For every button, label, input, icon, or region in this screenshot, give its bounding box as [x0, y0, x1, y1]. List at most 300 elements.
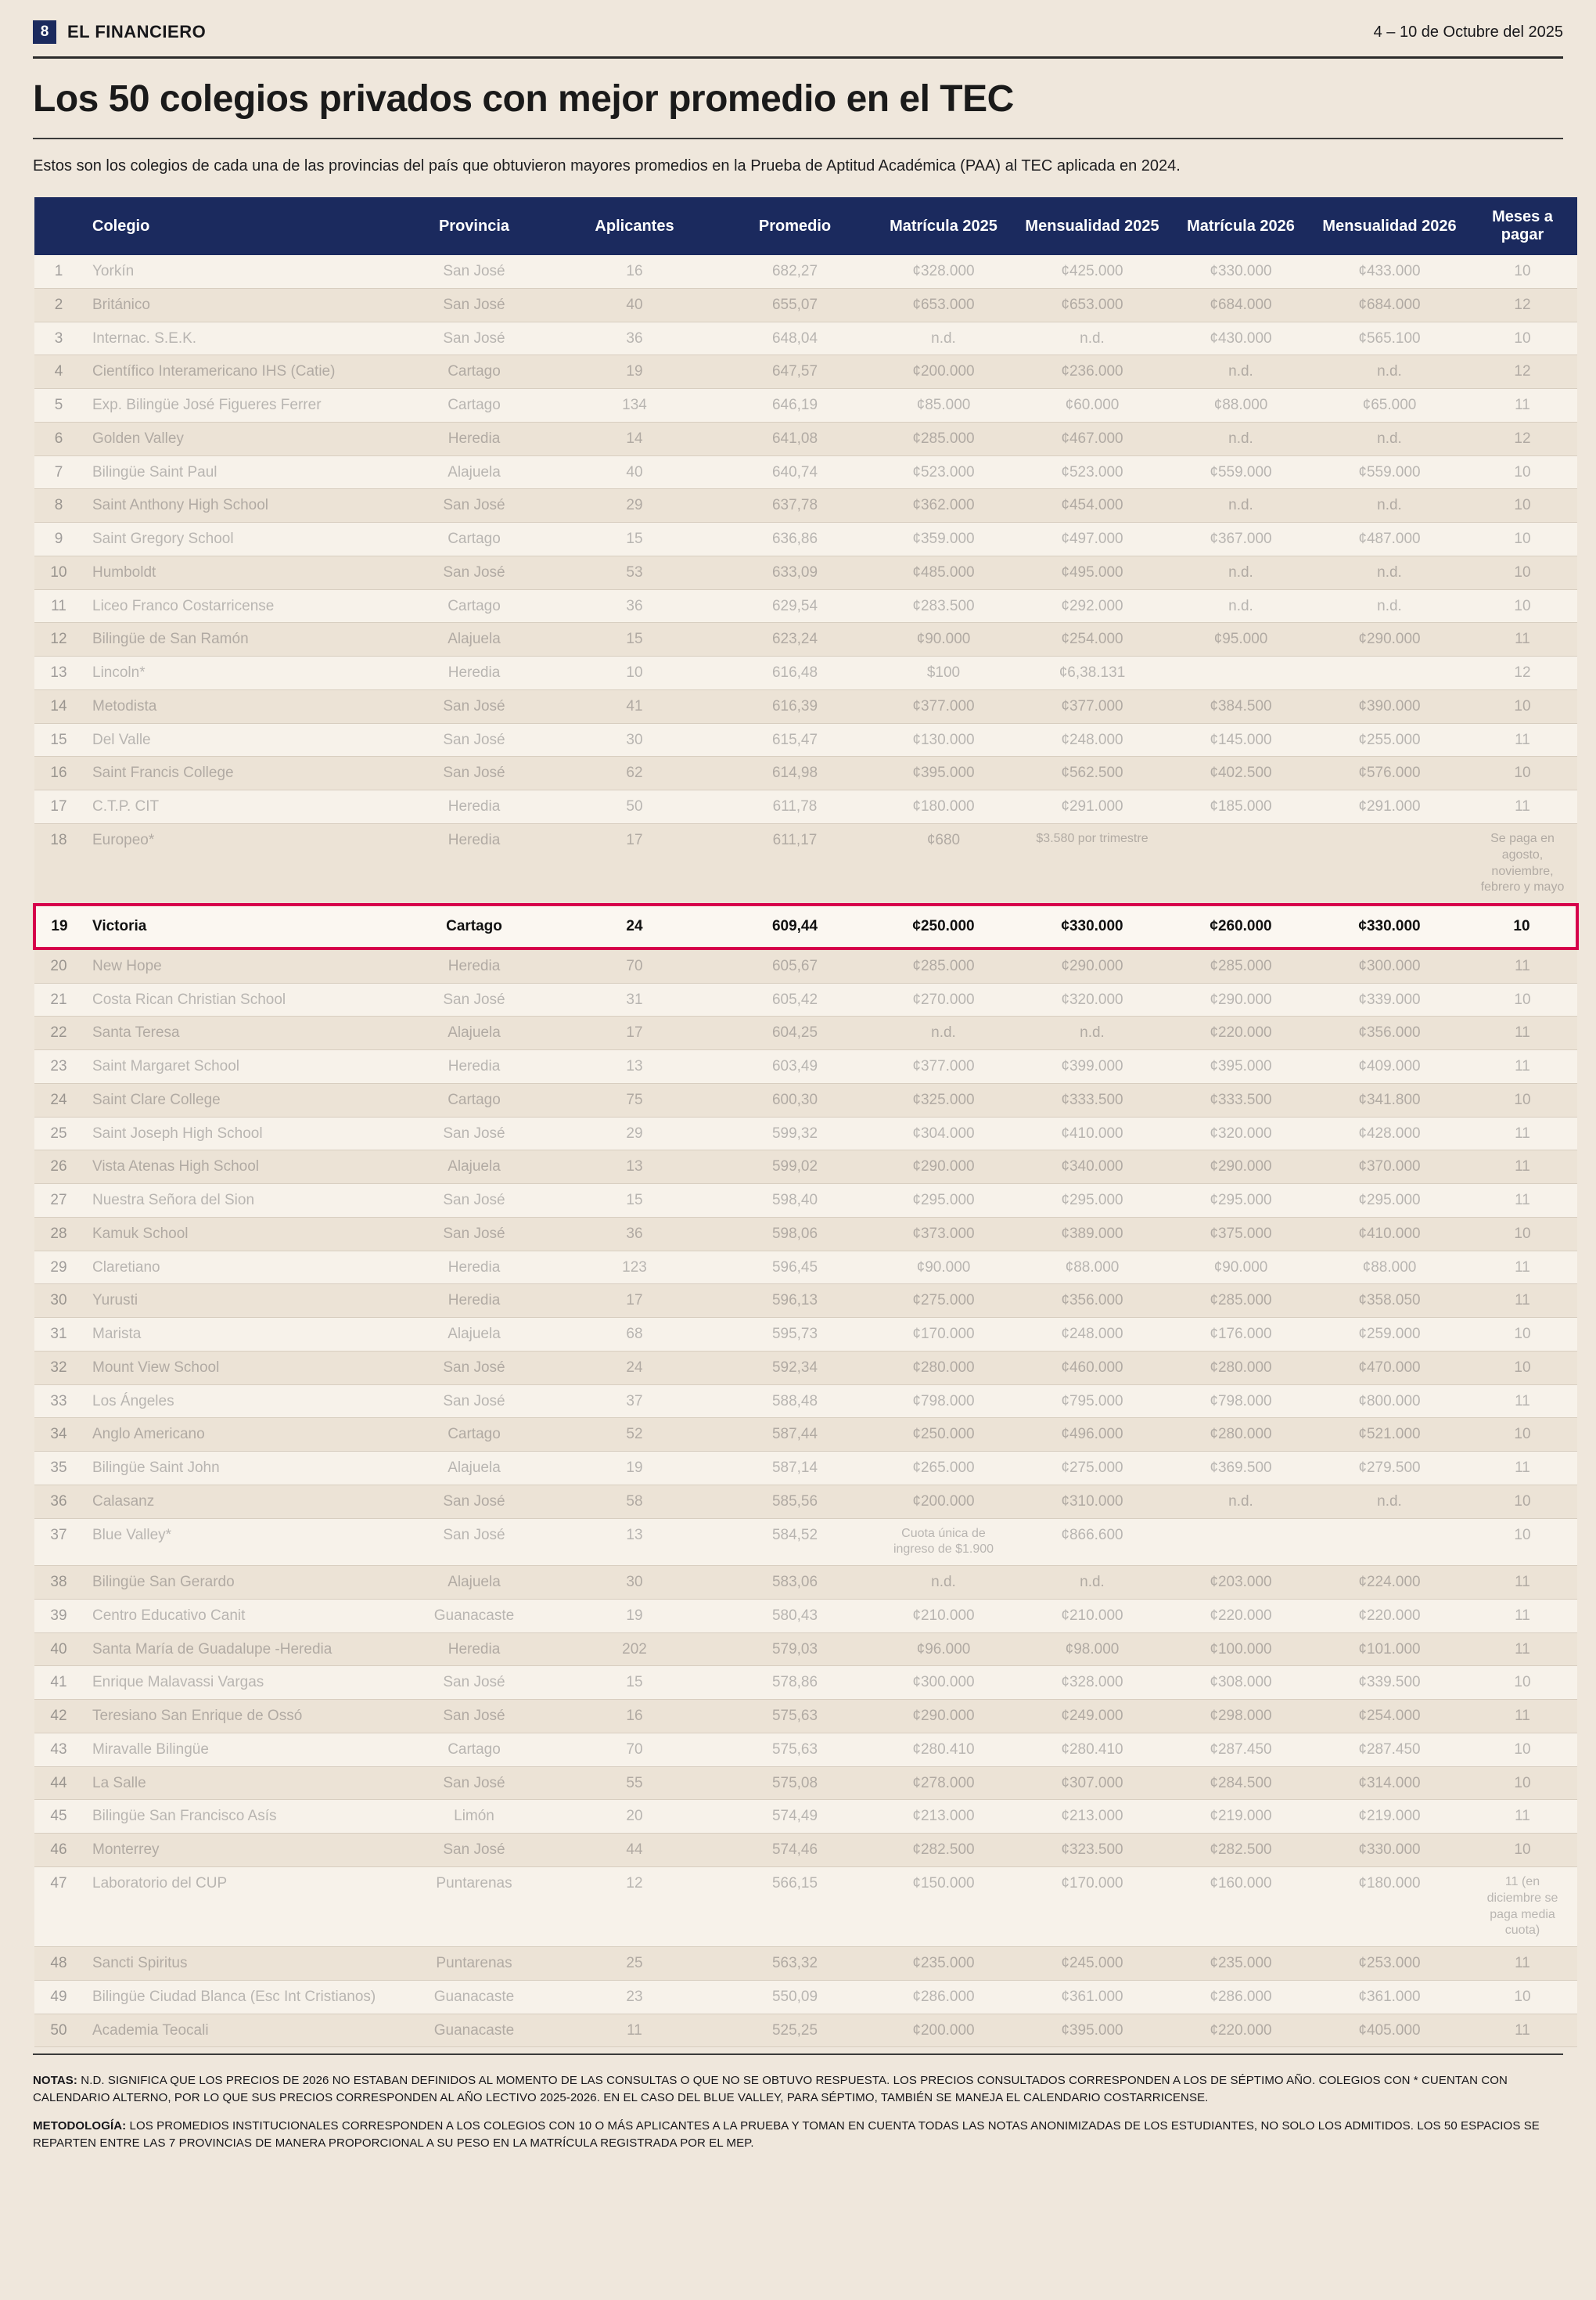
cell-mat2026: n.d.	[1170, 422, 1311, 455]
cell-men2026: ¢559.000	[1311, 455, 1468, 489]
cell-mat2026: ¢280.000	[1170, 1351, 1311, 1384]
cell-mat2026: ¢282.500	[1170, 1834, 1311, 1867]
table-row	[34, 1083, 1577, 1117]
page-number-badge: 8	[33, 20, 56, 44]
cell-men2026: ¢390.000	[1311, 689, 1468, 723]
cell-provincia: San José	[396, 255, 552, 288]
cell-rank: 6	[34, 422, 83, 455]
cell-mat2026: n.d.	[1170, 489, 1311, 523]
cell-colegio: Humboldt	[83, 556, 396, 589]
cell-mat2026: ¢286.000	[1170, 1980, 1311, 2014]
cell-aplicantes: 17	[552, 1284, 717, 1318]
cell-mat2025: ¢213.000	[873, 1800, 1014, 1834]
cell-aplicantes: 13	[552, 1518, 717, 1566]
cell-men2026: ¢405.000	[1311, 2014, 1468, 2047]
article-deck: Estos son los colegios de cada una de las provincias del país que obtuvieron mayores promedios en la Prueba de Aptitud Académica (PAA) al TEC aplicada en 2024.	[33, 157, 1181, 175]
cell-men2026: ¢330.000	[1311, 1834, 1468, 1867]
cell-mat2025: ¢280.000	[873, 1351, 1014, 1384]
cell-men2026: ¢684.000	[1311, 288, 1468, 322]
table-row	[34, 1866, 1577, 1946]
table-row	[34, 1733, 1577, 1766]
cell-promedio: 633,09	[717, 556, 873, 589]
cell-men2026: n.d.	[1311, 422, 1468, 455]
cell-provincia: Heredia	[396, 1050, 552, 1084]
cell-provincia: Cartago	[396, 523, 552, 556]
cell-rank: 46	[34, 1834, 83, 1867]
cell-colegio: Academia Teocali	[83, 2014, 396, 2047]
cell-mat2026: ¢220.000	[1170, 1599, 1311, 1632]
cell-mat2025: ¢90.000	[873, 623, 1014, 657]
table-row	[34, 389, 1577, 423]
cell-men2025: ¢249.000	[1014, 1700, 1170, 1733]
cell-mat2025: n.d.	[873, 1566, 1014, 1600]
cell-provincia: Guanacaste	[396, 1980, 552, 2014]
cell-provincia: Guanacaste	[396, 1599, 552, 1632]
cell-rank: 20	[34, 948, 83, 983]
cell-men2025: n.d.	[1014, 1566, 1170, 1600]
cell-colegio: Laboratorio del CUP	[83, 1866, 396, 1946]
cell-mat2025: ¢270.000	[873, 983, 1014, 1017]
cell-mat2025: ¢200.000	[873, 1485, 1014, 1518]
cell-men2025: n.d.	[1014, 1017, 1170, 1050]
cell-mat2025: ¢90.000	[873, 1251, 1014, 1284]
cell-men2026: ¢253.000	[1311, 1947, 1468, 1981]
cell-rank: 14	[34, 689, 83, 723]
cell-meses: 12	[1468, 422, 1577, 455]
cell-colegio: Santa María de Guadalupe -Heredia	[83, 1632, 396, 1666]
cell-rank: 3	[34, 322, 83, 355]
column-header-colegio: Colegio	[83, 197, 396, 255]
cell-men2025: ¢795.000	[1014, 1384, 1170, 1418]
cell-men2025: ¢245.000	[1014, 1947, 1170, 1981]
cell-mat2026	[1170, 657, 1311, 690]
cell-men2025: ¢653.000	[1014, 288, 1170, 322]
cell-men2026	[1311, 657, 1468, 690]
cell-meses: 10	[1468, 322, 1577, 355]
cell-promedio: 596,45	[717, 1251, 873, 1284]
cell-aplicantes: 70	[552, 948, 717, 983]
cell-mat2025: n.d.	[873, 322, 1014, 355]
table-row	[34, 422, 1577, 455]
cell-men2026: ¢361.000	[1311, 1980, 1468, 2014]
table-row	[34, 288, 1577, 322]
cell-mat2026: ¢684.000	[1170, 288, 1311, 322]
methodology-paragraph	[33, 2118, 1563, 2152]
cell-aplicantes: 29	[552, 1117, 717, 1150]
cell-rank: 1	[34, 255, 83, 288]
cell-mat2025: ¢250.000	[873, 1418, 1014, 1452]
cell-mat2026: ¢287.450	[1170, 1733, 1311, 1766]
cell-rank: 31	[34, 1318, 83, 1352]
table-row	[34, 455, 1577, 489]
cell-men2026: ¢259.000	[1311, 1318, 1468, 1352]
cell-promedio: 578,86	[717, 1666, 873, 1700]
cell-rank: 47	[34, 1866, 83, 1946]
cell-colegio: Monterrey	[83, 1834, 396, 1867]
cell-colegio: Yurusti	[83, 1284, 396, 1318]
cell-provincia: Heredia	[396, 422, 552, 455]
cell-rank: 37	[34, 1518, 83, 1566]
cell-meses: 10	[1468, 1834, 1577, 1867]
cell-aplicantes: 50	[552, 790, 717, 824]
cell-mat2026: ¢219.000	[1170, 1800, 1311, 1834]
cell-aplicantes: 55	[552, 1766, 717, 1800]
cell-men2025: ¢361.000	[1014, 1980, 1170, 2014]
cell-mat2025: ¢523.000	[873, 455, 1014, 489]
cell-promedio: 563,32	[717, 1947, 873, 1981]
cell-colegio: Miravalle Bilingüe	[83, 1733, 396, 1766]
cell-mat2026: n.d.	[1170, 355, 1311, 389]
cell-colegio: Claretiano	[83, 1251, 396, 1284]
cell-men2026: ¢576.000	[1311, 757, 1468, 790]
cell-colegio: Bilingüe Ciudad Blanca (Esc Int Cristianos)	[83, 1980, 396, 2014]
cell-mat2025: ¢373.000	[873, 1217, 1014, 1251]
cell-promedio: 605,67	[717, 948, 873, 983]
table-row	[34, 1947, 1577, 1981]
cell-rank: 39	[34, 1599, 83, 1632]
cell-men2026: ¢219.000	[1311, 1800, 1468, 1834]
cell-men2025: ¢340.000	[1014, 1150, 1170, 1184]
cell-men2026: n.d.	[1311, 1485, 1468, 1518]
cell-men2026: ¢224.000	[1311, 1566, 1468, 1600]
cell-provincia: Cartago	[396, 905, 552, 948]
table-row	[34, 1666, 1577, 1700]
cell-promedio: 579,03	[717, 1632, 873, 1666]
cell-men2026: n.d.	[1311, 355, 1468, 389]
cell-mat2025: ¢653.000	[873, 288, 1014, 322]
cell-aplicantes: 23	[552, 1980, 717, 2014]
cell-provincia: Heredia	[396, 657, 552, 690]
cell-rank: 28	[34, 1217, 83, 1251]
cell-men2026: ¢470.000	[1311, 1351, 1468, 1384]
cell-men2025: ¢60.000	[1014, 389, 1170, 423]
cell-aplicantes: 52	[552, 1418, 717, 1452]
cell-meses: 10	[1468, 1766, 1577, 1800]
cell-meses: 10	[1468, 1083, 1577, 1117]
cell-rank: 15	[34, 723, 83, 757]
cell-colegio: Lincoln*	[83, 657, 396, 690]
table-row-highlighted	[34, 905, 1577, 948]
cell-provincia: San José	[396, 1485, 552, 1518]
cell-mat2025: ¢377.000	[873, 1050, 1014, 1084]
cell-mat2025: ¢395.000	[873, 757, 1014, 790]
cell-promedio: 600,30	[717, 1083, 873, 1117]
cell-promedio: 574,49	[717, 1800, 873, 1834]
cell-rank: 18	[34, 823, 83, 905]
cell-rank: 30	[34, 1284, 83, 1318]
cell-mat2026	[1170, 823, 1311, 905]
cell-mat2026: ¢284.500	[1170, 1766, 1311, 1800]
cell-aplicantes: 62	[552, 757, 717, 790]
table-row	[34, 1485, 1577, 1518]
cell-note: Cuota única de ingreso de $1.900	[893, 1526, 994, 1557]
table-row	[34, 322, 1577, 355]
cell-promedio: 646,19	[717, 389, 873, 423]
cell-promedio: 550,09	[717, 1980, 873, 2014]
cell-meses: 10	[1468, 489, 1577, 523]
cell-promedio: 575,08	[717, 1766, 873, 1800]
cell-meses: 10	[1468, 1518, 1577, 1566]
cell-meses: 11	[1468, 1251, 1577, 1284]
cell-rank: 13	[34, 657, 83, 690]
cell-meses: 11	[1468, 1566, 1577, 1600]
table-row	[34, 1284, 1577, 1318]
cell-aplicantes: 41	[552, 689, 717, 723]
cell-mat2026: ¢395.000	[1170, 1050, 1311, 1084]
cell-promedio: 598,06	[717, 1217, 873, 1251]
cell-provincia: Heredia	[396, 1632, 552, 1666]
cell-provincia: San José	[396, 723, 552, 757]
cell-aplicantes: 36	[552, 1217, 717, 1251]
cell-rank: 2	[34, 288, 83, 322]
cell-men2025: ¢280.410	[1014, 1733, 1170, 1766]
cell-colegio: Vista Atenas High School	[83, 1150, 396, 1184]
cell-mat2025: ¢286.000	[873, 1980, 1014, 2014]
table-row	[34, 1518, 1577, 1566]
cell-aplicantes: 14	[552, 422, 717, 455]
cell-aplicantes: 36	[552, 322, 717, 355]
cell-promedio: 604,25	[717, 1017, 873, 1050]
cell-men2025: ¢213.000	[1014, 1800, 1170, 1834]
cell-men2026: ¢433.000	[1311, 255, 1468, 288]
cell-colegio: Kamuk School	[83, 1217, 396, 1251]
table-row	[34, 1351, 1577, 1384]
cell-aplicantes: 40	[552, 455, 717, 489]
cell-rank: 48	[34, 1947, 83, 1981]
cell-meses: 12	[1468, 355, 1577, 389]
cell-mat2025: n.d.	[873, 1017, 1014, 1050]
cell-men2026: ¢330.000	[1311, 905, 1468, 948]
column-header-provincia: Provincia	[396, 197, 552, 255]
cell-mat2026: ¢90.000	[1170, 1251, 1311, 1284]
cell-provincia: Cartago	[396, 1418, 552, 1452]
cell-mat2025: ¢200.000	[873, 355, 1014, 389]
cell-colegio: Liceo Franco Costarricense	[83, 589, 396, 623]
cell-colegio: Saint Anthony High School	[83, 489, 396, 523]
table-row	[34, 1599, 1577, 1632]
cell-men2026	[1311, 1518, 1468, 1566]
cell-rank: 10	[34, 556, 83, 589]
cell-meses	[1468, 1866, 1577, 1946]
cell-men2026: ¢339.500	[1311, 1666, 1468, 1700]
cell-provincia: Puntarenas	[396, 1866, 552, 1946]
table-row	[34, 1017, 1577, 1050]
cell-men2025: n.d.	[1014, 322, 1170, 355]
table-row	[34, 623, 1577, 657]
cell-men2025: ¢395.000	[1014, 2014, 1170, 2047]
cell-promedio: 574,46	[717, 1834, 873, 1867]
cell-promedio: 575,63	[717, 1733, 873, 1766]
cell-meses: 11	[1468, 1184, 1577, 1218]
cell-meses: 10	[1468, 1485, 1577, 1518]
issue-date-range: 4 – 10 de Octubre del 2025	[1373, 23, 1563, 41]
cell-meses: 10	[1468, 689, 1577, 723]
cell-meses: 10	[1468, 1666, 1577, 1700]
cell-rank: 34	[34, 1418, 83, 1452]
cell-mat2025: ¢285.000	[873, 422, 1014, 455]
cell-men2025: ¢410.000	[1014, 1117, 1170, 1150]
cell-aplicantes: 75	[552, 1083, 717, 1117]
cell-promedio: 609,44	[717, 905, 873, 948]
cell-provincia: Heredia	[396, 1284, 552, 1318]
cell-meses	[1468, 823, 1577, 905]
cell-rank: 25	[34, 1117, 83, 1150]
footer-divider	[33, 2053, 1563, 2055]
cell-colegio: La Salle	[83, 1766, 396, 1800]
table-row	[34, 657, 1577, 690]
cell-mat2025: ¢180.000	[873, 790, 1014, 824]
cell-mat2026: ¢100.000	[1170, 1632, 1311, 1666]
cell-mat2026: ¢280.000	[1170, 1418, 1311, 1452]
cell-promedio: 623,24	[717, 623, 873, 657]
cell-men2026: ¢358.050	[1311, 1284, 1468, 1318]
cell-aplicantes: 30	[552, 723, 717, 757]
cell-colegio: Anglo Americano	[83, 1418, 396, 1452]
cell-aplicantes: 17	[552, 1017, 717, 1050]
cell-aplicantes: 16	[552, 255, 717, 288]
cell-rank: 17	[34, 790, 83, 824]
cell-rank: 21	[34, 983, 83, 1017]
column-header-rank	[34, 197, 83, 255]
methodology-label: METODOLOGÍA:	[33, 2118, 127, 2133]
cell-men2026: ¢428.000	[1311, 1117, 1468, 1150]
table-row	[34, 523, 1577, 556]
cell-rank: 26	[34, 1150, 83, 1184]
cell-men2026: ¢254.000	[1311, 1700, 1468, 1733]
cell-men2026: ¢220.000	[1311, 1599, 1468, 1632]
cell-meses: 11	[1468, 1284, 1577, 1318]
cell-mat2025: ¢275.000	[873, 1284, 1014, 1318]
cell-rank: 9	[34, 523, 83, 556]
cell-aplicantes: 19	[552, 1452, 717, 1485]
cell-mat2025: ¢130.000	[873, 723, 1014, 757]
cell-promedio: 616,48	[717, 657, 873, 690]
cell-men2026: ¢356.000	[1311, 1017, 1468, 1050]
cell-mat2026: ¢369.500	[1170, 1452, 1311, 1485]
cell-mat2026: ¢185.000	[1170, 790, 1311, 824]
cell-mat2025: ¢250.000	[873, 905, 1014, 948]
cell-meses: 10	[1468, 589, 1577, 623]
cell-meses: 10	[1468, 1217, 1577, 1251]
cell-mat2026: ¢298.000	[1170, 1700, 1311, 1733]
cell-mat2025: ¢210.000	[873, 1599, 1014, 1632]
cell-mat2026: ¢88.000	[1170, 389, 1311, 423]
cell-mat2026: ¢308.000	[1170, 1666, 1311, 1700]
notes-paragraph	[33, 2072, 1563, 2107]
cell-meses: 10	[1468, 1318, 1577, 1352]
cell-mat2026: ¢330.000	[1170, 255, 1311, 288]
cell-men2026	[1311, 823, 1468, 905]
cell-mat2026: ¢290.000	[1170, 983, 1311, 1017]
cell-rank: 29	[34, 1251, 83, 1284]
cell-promedio: 575,63	[717, 1700, 873, 1733]
cell-colegio: Calasanz	[83, 1485, 396, 1518]
table-row	[34, 1318, 1577, 1352]
cell-promedio: 603,49	[717, 1050, 873, 1084]
column-header-mensualidad-2025: Mensualidad 2025	[1014, 197, 1170, 255]
cell-mat2025: ¢282.500	[873, 1834, 1014, 1867]
table-row	[34, 255, 1577, 288]
cell-rank: 27	[34, 1184, 83, 1218]
cell-men2026: ¢487.000	[1311, 523, 1468, 556]
cell-mat2025: ¢290.000	[873, 1150, 1014, 1184]
cell-rank: 22	[34, 1017, 83, 1050]
cell-mat2026: n.d.	[1170, 589, 1311, 623]
cell-promedio: 585,56	[717, 1485, 873, 1518]
table-row	[34, 1384, 1577, 1418]
table-row	[34, 1766, 1577, 1800]
cell-men2025: ¢6,38.131	[1014, 657, 1170, 690]
cell-provincia: San José	[396, 983, 552, 1017]
cell-meses: 10	[1468, 1351, 1577, 1384]
cell-mat2025: ¢362.000	[873, 489, 1014, 523]
ranking-table	[33, 197, 1579, 2047]
cell-rank: 50	[34, 2014, 83, 2047]
cell-mat2026: ¢203.000	[1170, 1566, 1311, 1600]
cell-promedio: 596,13	[717, 1284, 873, 1318]
cell-meses: 10	[1468, 1418, 1577, 1452]
cell-men2026: ¢521.000	[1311, 1418, 1468, 1452]
cell-note: $3.580 por trimestre	[1036, 831, 1148, 845]
cell-mat2026: ¢220.000	[1170, 1017, 1311, 1050]
cell-promedio: 595,73	[717, 1318, 873, 1352]
cell-meses: 11	[1468, 723, 1577, 757]
cell-colegio: Bilingüe de San Ramón	[83, 623, 396, 657]
cell-promedio: 599,02	[717, 1150, 873, 1184]
cell-men2025: ¢88.000	[1014, 1251, 1170, 1284]
cell-men2026: ¢255.000	[1311, 723, 1468, 757]
cell-aplicantes: 29	[552, 489, 717, 523]
cell-mat2026: ¢367.000	[1170, 523, 1311, 556]
cell-rank: 12	[34, 623, 83, 657]
cell-mat2026: ¢402.500	[1170, 757, 1311, 790]
cell-colegio: Saint Clare College	[83, 1083, 396, 1117]
cell-promedio: 647,57	[717, 355, 873, 389]
cell-rank: 45	[34, 1800, 83, 1834]
cell-mat2025: ¢278.000	[873, 1766, 1014, 1800]
cell-rank: 4	[34, 355, 83, 389]
cell-mat2025: ¢96.000	[873, 1632, 1014, 1666]
cell-rank: 33	[34, 1384, 83, 1418]
cell-aplicantes: 13	[552, 1150, 717, 1184]
cell-mat2025: ¢235.000	[873, 1947, 1014, 1981]
cell-meses: 11	[1468, 790, 1577, 824]
cell-meses: 11	[1468, 1632, 1577, 1666]
cell-meses: 11	[1468, 1150, 1577, 1184]
cell-meses: 11	[1468, 389, 1577, 423]
cell-mat2026: n.d.	[1170, 556, 1311, 589]
cell-aplicantes: 123	[552, 1251, 717, 1284]
cell-aplicantes: 10	[552, 657, 717, 690]
cell-men2025: ¢307.000	[1014, 1766, 1170, 1800]
cell-promedio: 605,42	[717, 983, 873, 1017]
cell-promedio: 587,14	[717, 1452, 873, 1485]
cell-men2025: ¢523.000	[1014, 455, 1170, 489]
cell-meses: 10	[1468, 255, 1577, 288]
cell-mat2025: $100	[873, 657, 1014, 690]
cell-meses: 12	[1468, 657, 1577, 690]
cell-provincia: Alajuela	[396, 1017, 552, 1050]
cell-colegio: Golden Valley	[83, 422, 396, 455]
cell-mat2026: n.d.	[1170, 1485, 1311, 1518]
cell-provincia: San José	[396, 689, 552, 723]
cell-men2026: ¢800.000	[1311, 1384, 1468, 1418]
cell-men2026: ¢370.000	[1311, 1150, 1468, 1184]
cell-provincia: Alajuela	[396, 1318, 552, 1352]
table-row	[34, 1117, 1577, 1150]
cell-promedio: 615,47	[717, 723, 873, 757]
cell-colegio: Europeo*	[83, 823, 396, 905]
